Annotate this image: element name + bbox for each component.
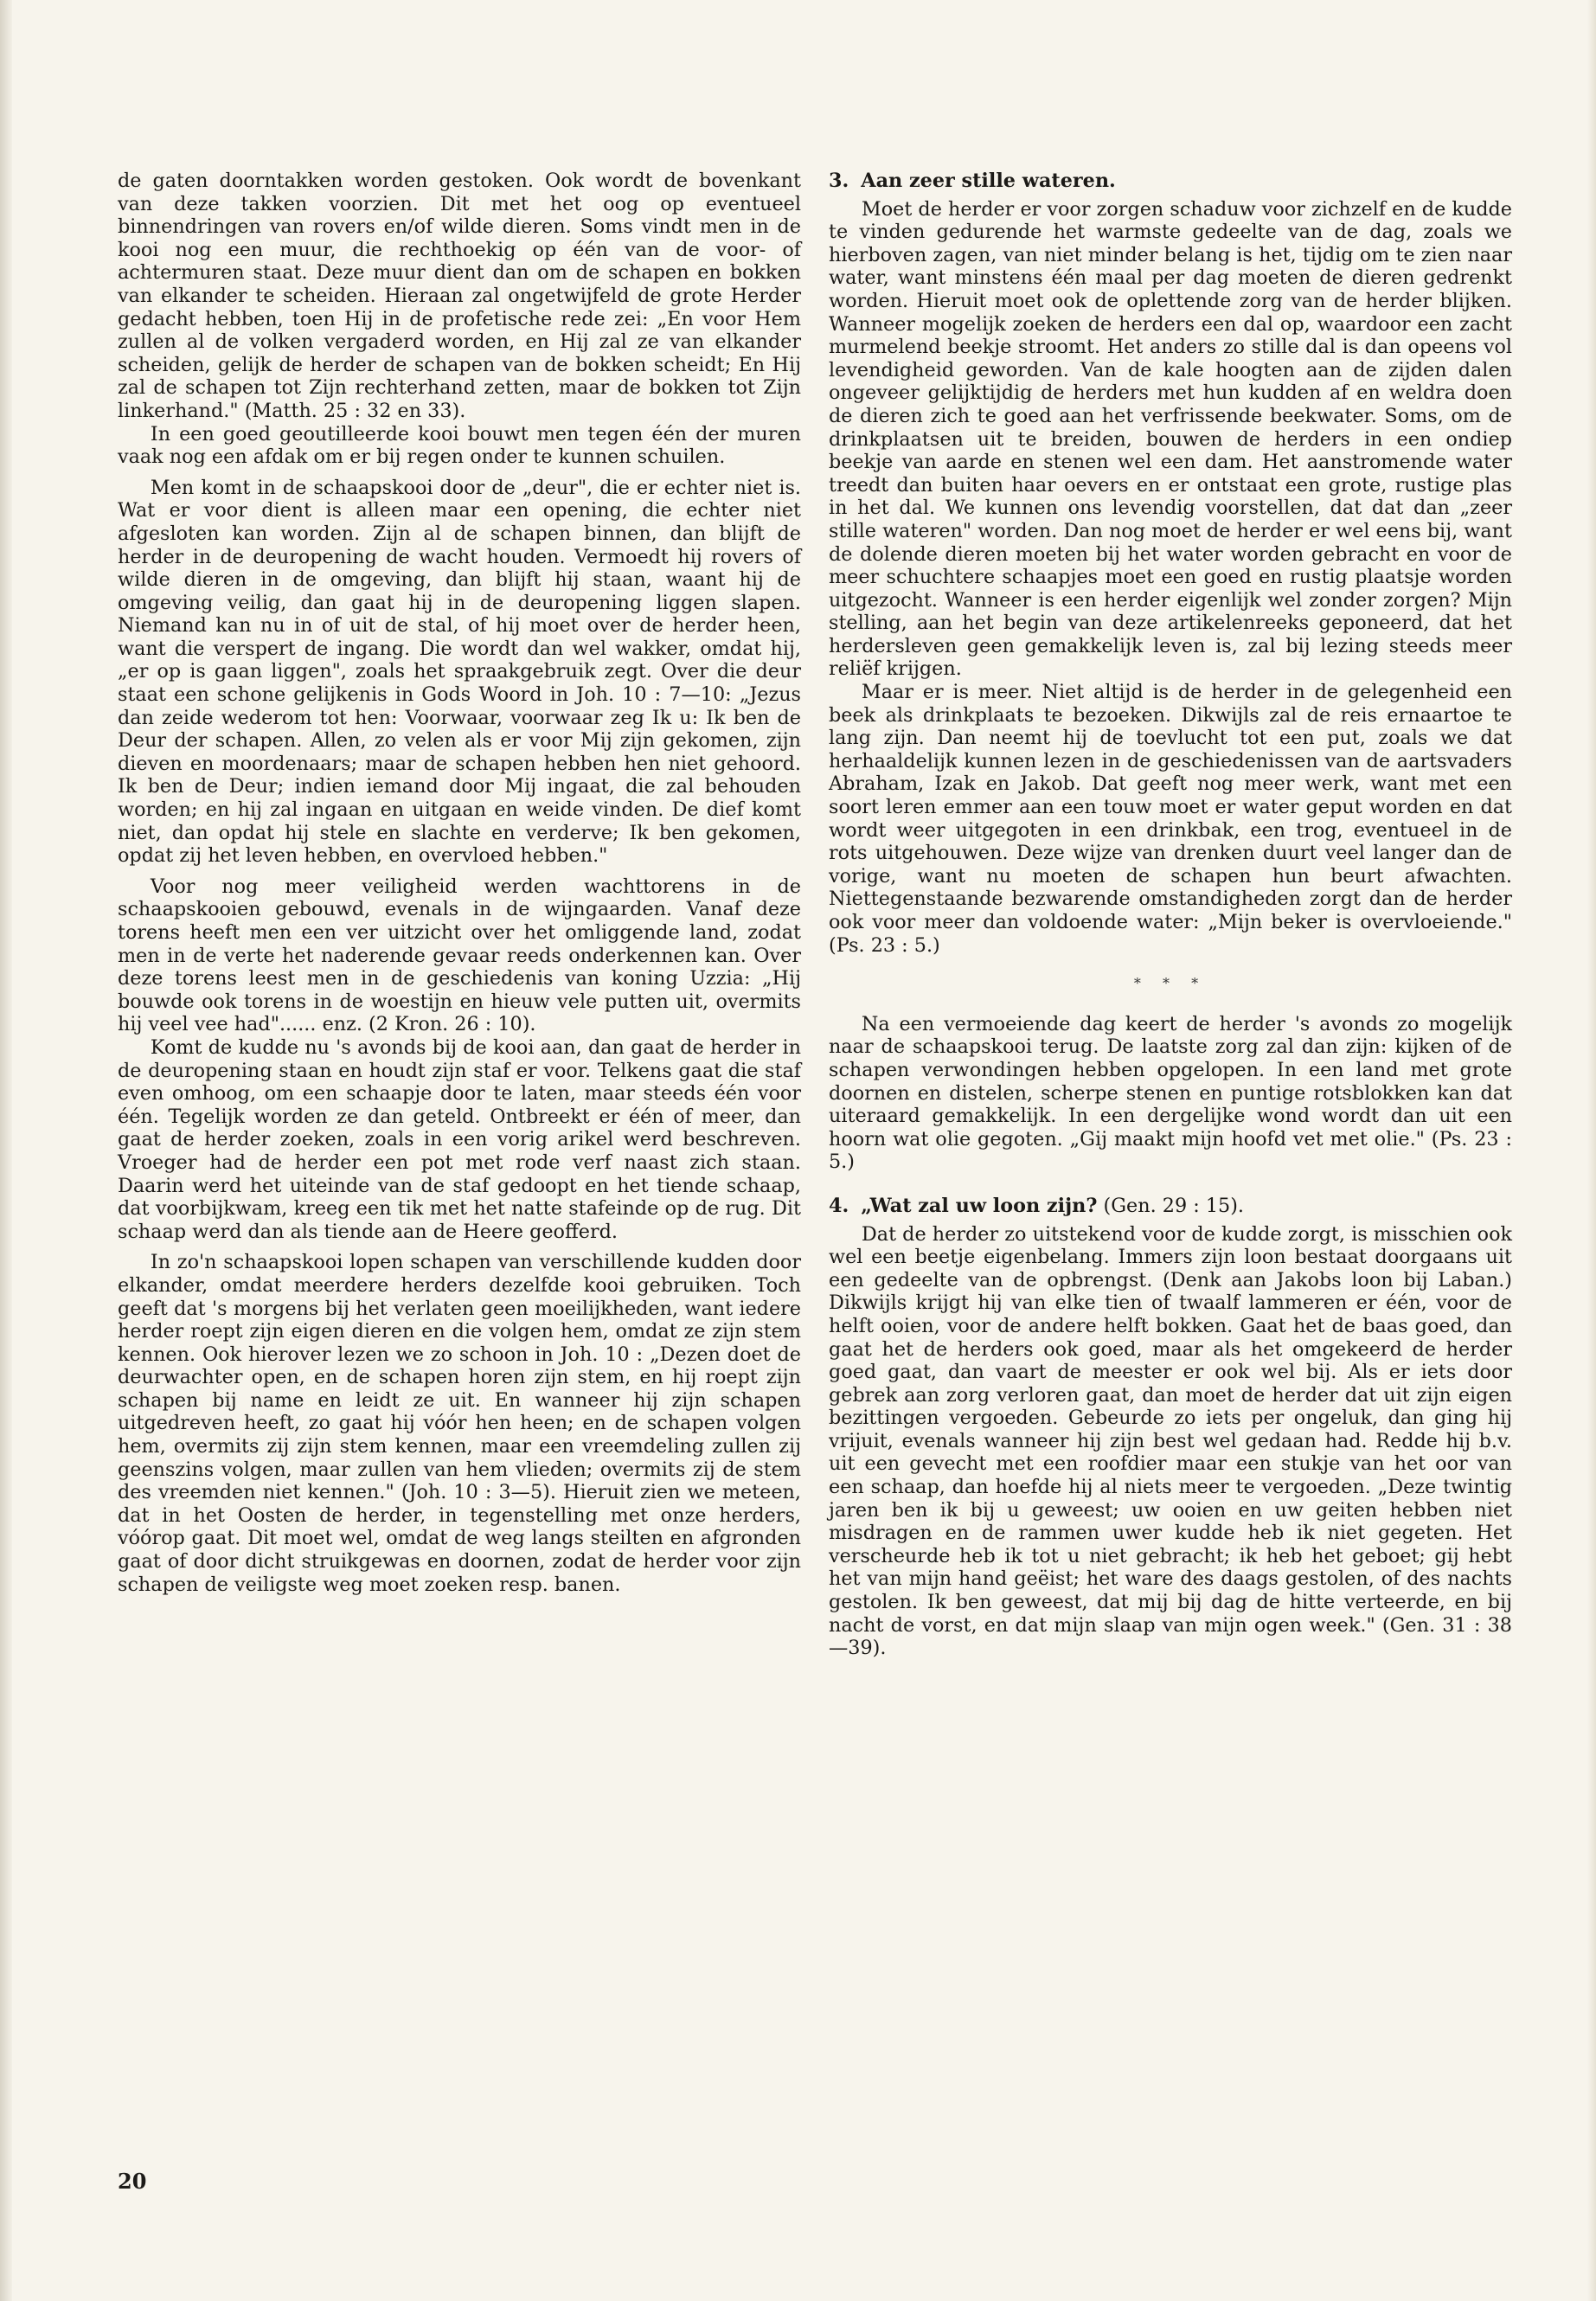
section-4-heading xyxy=(829,1195,1512,1218)
section-separator: * * * xyxy=(1133,975,1208,992)
body-paragraph: Maar er is meer. Niet altijd is de herder in de gelegenheid een beek als drinkplaats te bezoeken. Dikwijls zal de reis ernaartoe te lang zijn. Dan neemt hij de toevlucht tot een put, zoals we dat herhaaldelijk kunnen lezen in de geschiedenissen van de aartsvaders Abraham, Izak en Jakob. Dat geeft nog meer werk, want met een soort leren emmer aan een touw moet er water geput worden en dat wordt weer uitgegoten in een drinkbak, een trog, eventueel in de rots uitgehouwen. Deze wijze van drenken duurt veel langer dan de vorige, want nu moeten de schapen hun beurt afwachten. Niettegenstaande bezwarende omstandigheden zorgt dan de herder ook voor meer dan voldoende water: „Mijn beker is overvloeiende." (Ps. 23 : 5.) xyxy=(829,681,1512,957)
page-number: 20 xyxy=(118,2169,147,2194)
right-column xyxy=(829,170,1512,1660)
left-column xyxy=(118,170,801,1596)
section-3-heading xyxy=(829,170,1512,193)
scan-binding-edge xyxy=(0,0,12,2301)
body-paragraph: In een goed geoutilleerde kooi bouwt men tegen één der muren vaak nog een afdak om er bij regen onder te kunnen schuilen. xyxy=(118,422,801,469)
body-paragraph: Moet de herder er voor zorgen schaduw voor zichzelf en de kudde te vinden gedurende het warmste gedeelte van de dag, zoals we hierboven zagen, van niet minder belang is het, tijdig om te zien naar water, want minstens één maal per dag moeten de dieren gedrenkt worden. Hieruit moet ook de oplettende zorg van de herder blijken. Wanneer mogelijk zoeken de herders een dal op, waardoor een zacht murmelend beekje stroomt. Het anders zo stille dal is dan opeens vol levendigheid geworden. Van de kale hoogten aan de zijden dalen ongeveer gelijktijdig de herders met hun kudden af en weldra doen de dieren zich te goed aan het verfrissende beekwater. Soms, om de drinkplaatsen uit te breiden, bouwen de herders in een ondiep beekje van aarde en stenen wel een dam. Het aanstromende water treedt dan buiten haar oevers en er ontstaat een grote, rustige plas in het dal. We kunnen ons levendig voorstellen, dat dat dan „zeer stille wateren" worden. Dan nog moet de herder er wel eens bij, want de dolende dieren moeten bij het water worden gebracht en voor de meer schuchtere schaapjes moet een goed en rustig plaatsje worden uitgezocht. Wanneer is een herder eigenlijk wel zonder zorgen? Mijn stelling, aan het begin van deze artikelenreeks geponeerd, dat het herdersleven geen gemakkelijk leven is, zal bij lezing steeds meer reliëf krijgen. xyxy=(829,197,1512,681)
body-paragraph: Men komt in de schaapskooi door de „deur", die er echter niet is. Wat er voor dient is alleen maar een opening, die echter niet afgesloten kan worden. Zijn al de schapen binnen, dan blijft de herder in de deuropening de wacht houden. Vermoedt hij rovers of wilde dieren in de omgeving, dan blijft hij staan, waant hij de omgeving veilig, dan gaat hij in de deuropening liggen slapen. Niemand kan nu in of uit de stal, of hij moet over de herder heen, want die verspert de ingang. Die wordt dan wel wakker, omdat hij, „er op is gaan liggen", zoals het spraakgebruik zegt. Over die deur staat een schone gelijkenis in Gods Woord in Joh. 10 : 7—10: „Jezus dan zeide wederom tot hen: Voorwaar, voorwaar zeg Ik u: Ik ben de Deur der schapen. Allen, zo velen als er voor Mij zijn gekomen, zijn dieven en moordenaars; maar de schapen hebben hen niet gehoord. Ik ben de Deur; indien iemand door Mij ingaat, die zal behouden worden; en hij zal ingaan en uitgaan en weide vinden. De dief komt niet, dan opdat hij stele en slachte en verderve; Ik ben gekomen, opdat zij het leven hebben, en overvloed hebben." xyxy=(118,476,801,868)
section-number: 4. xyxy=(829,1194,849,1217)
section-title: „Wat zal uw loon zijn? xyxy=(861,1194,1098,1217)
section-reference: (Gen. 29 : 15). xyxy=(1103,1194,1245,1217)
body-paragraph: Komt de kudde nu 's avonds bij de kooi aan, dan gaat de herder in de deuropening staan en houdt zijn staf er voor. Telkens gaat die staf even omhoog, om een schaapje door te laten, maar steeds één voor één. Tegelijk worden ze dan geteld. Ontbreekt er één of meer, dan gaat de herder zoeken, zoals in een vorig arikel werd beschreven. Vroeger had de herder een pot met rode verf naast zich staan. Daarin werd het uiteinde van de staf gedoopt en het tiende schaap, dat voorbijkwam, kreeg een tik met het natte stafeinde op de rug. Dit schaap werd dan als tiende aan de Heere geofferd. xyxy=(118,1035,801,1243)
section-number: 3. xyxy=(829,170,849,192)
body-paragraph: Voor nog meer veiligheid werden wachttorens in de schaapskooien gebouwd, evenals in de wijngaarden. Vanaf deze torens heeft men een ver uitzicht over het omliggende land, zodat men in de verte het naderende gevaar reeds onderkennen kan. Over deze torens leest men in de geschiedenis van koning Uzzia: „Hij bouwde ook torens in de woestijn en hieuw vele putten uit, overmits hij veel vee had"...... enz. (2 Kron. 26 : 10). xyxy=(118,875,801,1036)
body-paragraph: de gaten doorntakken worden gestoken. Ook wordt de bovenkant van deze takken voorzien. Dit met het oog op eventueel binnendringen van rovers en/of wilde dieren. Soms vindt men in de kooi nog een muur, die rechthoekig op één van de voor- of achtermuren staat. Deze muur dient dan om de schapen en bokken van elkander te scheiden. Hieraan zal ongetwijfeld de grote Herder gedacht hebben, toen Hij in de profetische rede zei: „En voor Hem zullen al de volken vergaderd worden, en Hij zal ze van elkander scheiden, gelijk de herder de schapen van de bokken scheidt; En Hij zal de schapen tot Zijn rechterhand zetten, maar de bokken tot Zijn linkerhand." (Matth. 25 : 32 en 33). xyxy=(118,170,801,422)
body-paragraph: Dat de herder zo uitstekend voor de kudde zorgt, is misschien ook wel een beetje eigenbelang. Immers zijn loon bestaat doorgaans uit een gedeelte van de opbrengst. (Denk aan Jakobs loon bij Laban.) Dikwijls krijgt hij van elke tien of twaalf lammeren er één, voor de helft ooien, voor de andere helft bokken. Gaat het de baas goed, dan gaat het de herders ook goed, maar als het omgekeerd de herder goed gaat, dan vaart de meester er ook wel bij. Als er iets door gebrek aan zorg verloren gaat, dan moet de herder dat uit zijn eigen bezittingen vergoeden. Gebeurde zo iets per ongeluk, dan ging hij vrijuit, evenals wanneer hij zijn best wel gedaan had. Redde hij b.v. uit een gevecht met een roofdier maar een stukje van het oor van een schaap, dan hoefde hij al niets meer te vergoeden. „Deze twintig jaren ben ik bij u geweest; uw ooien en uw geiten hebben niet misdragen en de rammen uwer kudde heb ik niet gegeten. Het verscheurde heb ik tot u niet gebracht; ik heb het geboet; gij hebt het van mijn hand geëist; het ware des daags gestolen, of des nachts gestolen. Ik ben geweest, dat mij bij dag de hitte verteerde, en bij nacht de vorst, en dat mijn slaap van mijn ogen week." (Gen. 31 : 38—39). xyxy=(829,1222,1512,1660)
body-paragraph: In zo'n schaapskooi lopen schapen van verschillende kudden door elkander, omdat meerdere herders dezelfde kooi gebruiken. Toch geeft dat 's morgens bij het verlaten geen moeilijkheden, want iedere herder roept zijn eigen dieren en die volgen hem, omdat ze zijn stem kennen. Ook hierover lezen we zo schoon in Joh. 10 : „Dezen doet de deurwachter open, en de schapen horen zijn stem, en hij roept zijn schapen bij name en leidt ze uit. En wanneer hij zijn schapen uitgedreven heeft, zo gaat hij vóór hen heen; en de schapen volgen hem, overmits zij zijn stem kennen, maar een vreemdeling zullen zij geenszins volgen, maar zullen van hem vlieden; overmits zij de stem des vreemden niet kennen." (Joh. 10 : 3—5). Hieruit zien we meteen, dat in het Oosten de herder, in tegenstelling met onze herders, vóórop gaat. Dit moet wel, omdat de weg langs steilten en afgronden gaat of door dicht struikgewas en doornen, zodat de herder voor zijn schapen de veiligste weg moet zoeken resp. banen. xyxy=(118,1251,801,1596)
scan-right-edge xyxy=(1587,0,1596,2301)
section-title: Aan zeer stille wateren. xyxy=(861,170,1116,192)
body-paragraph: Na een vermoeiende dag keert de herder 's avonds zo mogelijk naar de schaapskooi terug. De laatste zorg zal dan zijn: kijken of de schapen verwondingen hebben opgelopen. In een land met grote doornen en distelen, scherpe stenen en puntige rotsblokken kan dat uiteraard gemakkelijk. In een dergelijke wond wordt dan uit een hoorn wat olie gegoten. „Gij maakt mijn hoofd vet met olie." (Ps. 23 : 5.) xyxy=(829,1012,1512,1174)
